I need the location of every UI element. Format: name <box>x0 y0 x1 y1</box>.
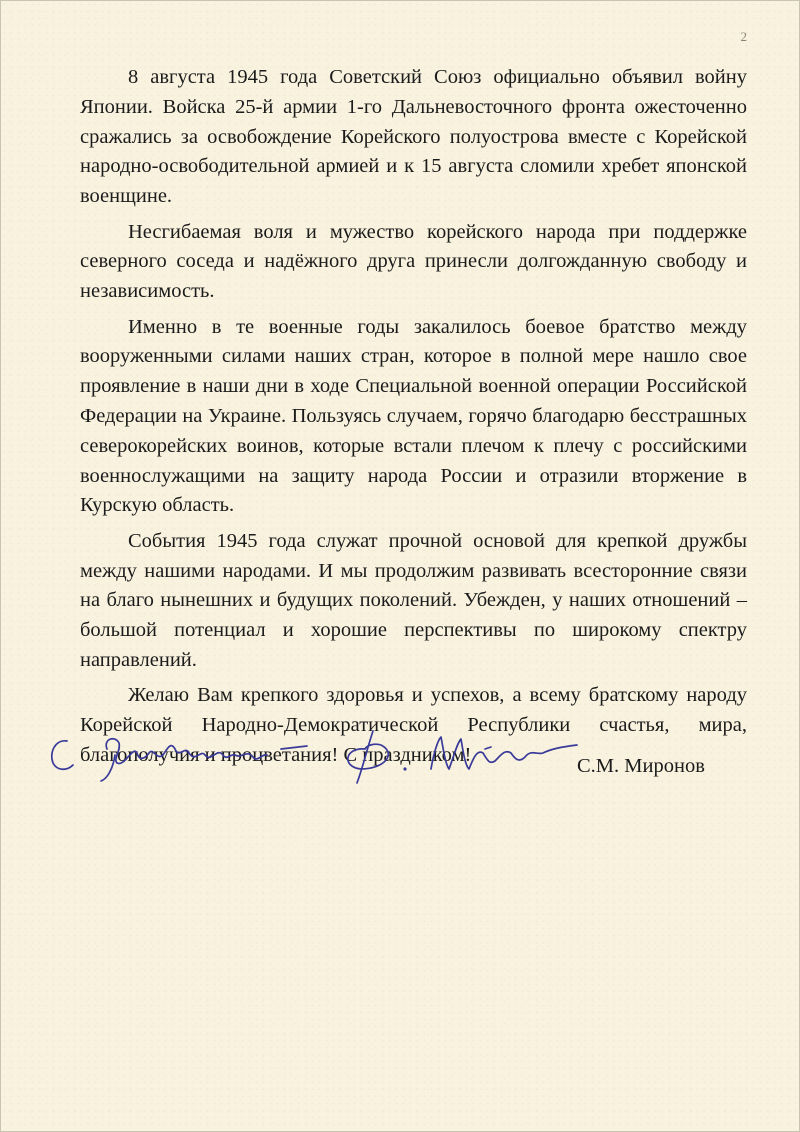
paragraph: Несгибаемая воля и мужество корейского народа при поддержке северного соседа и надёжного друга принесли долгожданную свободу и независимость. <box>80 220 747 303</box>
handwritten-signature <box>45 719 585 789</box>
signature-drawing <box>45 719 585 789</box>
signatory-name: С.М. Миронов <box>577 755 705 777</box>
page-number: 2 <box>740 29 747 44</box>
letter-body <box>80 63 747 776</box>
paragraph: Желаю Вам крепкого здоровья и успехов, а всему братскому народу Корейской Народно-Демократической Республики счастья, мира, благополучия и процветания! С праздником! <box>80 684 747 766</box>
paragraph: Именно в те военные годы закалилось боевое братство между вооруженными силами наших стран, которое в полной мере нашло свое проявление в наши дни в ходе Специальной военной операции Российской Федерации на Украине. Пользуясь случаем, горячо благодарю бесстрашных северокорейских воинов, которые встали плечом к плечу с российскими военнослужащими на защиту народа России и отразили вторжение в Курскую область. <box>80 315 747 517</box>
paragraph: 8 августа 1945 года Советский Союз официально объявил войну Японии. Войска 25-й армии 1-го Дальневосточного фронта ожесточенно сражались за освобождение Корейского полуострова вместе с Корейской народно-освободительной армией и к 15 августа сломили хребет японской военщине. <box>80 66 747 208</box>
paragraph: События 1945 года служат прочной основой для крепкой дружбы между нашими народами. И мы продолжим развивать всесторонние связи на благо нынешних и будущих поколений. Убежден, у наших отношений – большой потенциал и хорошие перспективы по широкому спектру направлений. <box>80 529 747 671</box>
